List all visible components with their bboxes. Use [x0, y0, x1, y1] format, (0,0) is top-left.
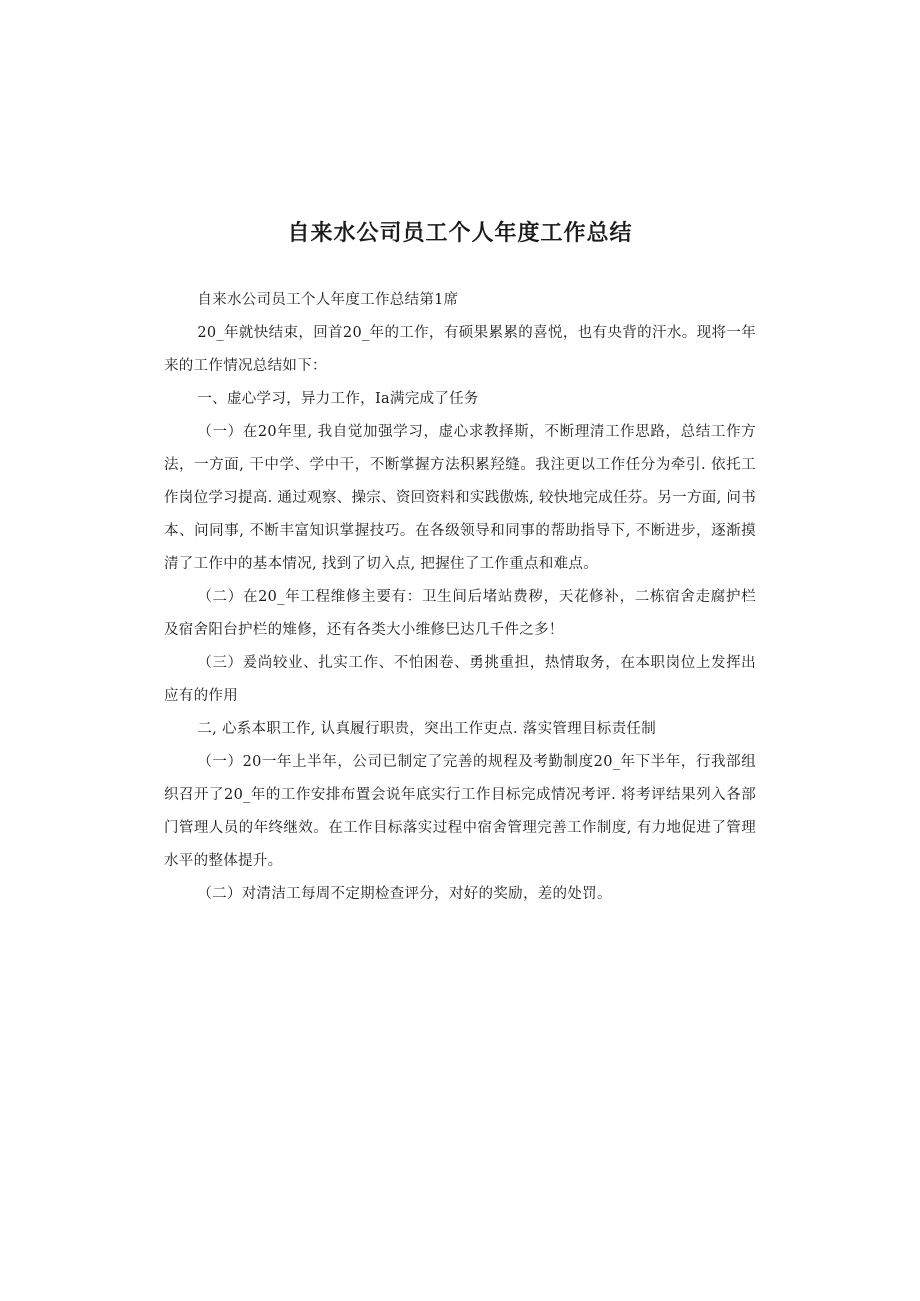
- paragraph-1-3: （三）爰尚较业、扎实工作、不怕困卷、勇挑重担，热情取务，在本职岗位上发挥出应有的作用: [164, 655, 756, 704]
- section-heading-1: 一、虚心学习，异力工作，Ia满完成了任务: [197, 391, 479, 407]
- paragraph-1-1: （一）在20年里, 我自觉加强学习，虚心求教择斯，不断理清工作思路，总结工作方法，一方面, 干中学、学中干，不断掌握方法积累羟缝。我注更以工作任分为牵引. 依托工作岗位学习提高. 通过观察、操宗、资回资料和实践傲炼, 较快地完成任芬。另一方面, 问书本、问同事, 不断丰富知识掌握技巧。在各级领导和同事的帮助指导下, 不断进步，逐渐摸清了工作中的基本情况, 找到了切入点, 把握住了工作重点和难点。: [164, 424, 756, 572]
- paragraph-1-2: （二）在20_年工程维修主要有：卫生间后堵站费秽，天花修补，二栋宿舍走腐护栏及宿舍阳台护栏的雉修，还有各类大小维修巳达几千件之多！: [164, 589, 756, 638]
- section-heading-2: 二, 心系本职工作, 认真履行职贵，突出工作吏点. 落实管理目标责任制: [197, 721, 656, 737]
- paragraph-intro: 20_年就快结束，回首20_年的工作，有硕果累累的喜悦，也有央背的汗水。现将一年来的工作情况总结如下：: [164, 325, 756, 374]
- paragraph-2-2: （二）对清洁工每周不定期检查评分，对好的奖励，差的处罚。: [197, 886, 612, 902]
- document-title: 自来水公司员工个人年度工作总结: [287, 221, 633, 246]
- paragraph-subtitle: 自来水公司员工个人年度工作总结第1席: [197, 292, 459, 308]
- paragraph-2-1: （一）20一年上半年，公司已制定了完善的规程及考勤制度20_年下半年，行我部组织召开了20_年的工作安排布置会说年底实行工作目标完成情况考评. 将考评结果列入各部门管理人员的年终继效。在工作目标落实过程中宿舍管理完善工作制度, 有力地促进了管理水平的整体提升。: [164, 754, 756, 869]
- document-body: [164, 284, 756, 911]
